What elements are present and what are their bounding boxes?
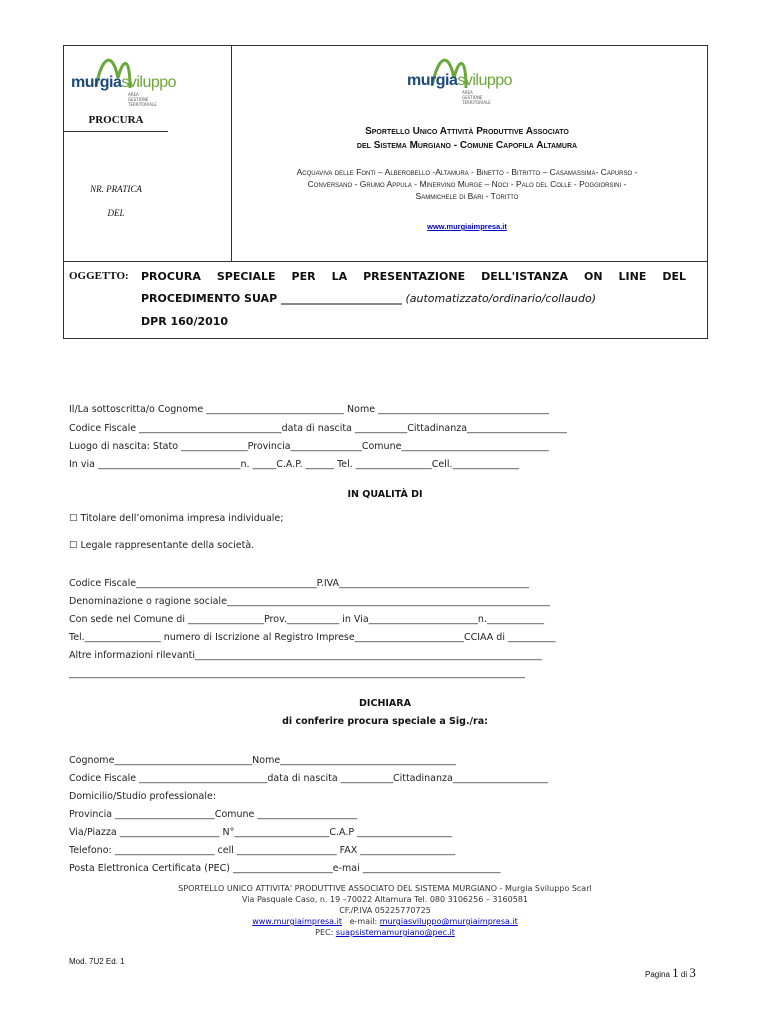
option-legale[interactable]: ☐ Legale rappresentante della società. <box>69 540 255 551</box>
website-link[interactable]: www.murgiaimpresa.it <box>427 222 507 231</box>
logo-small: TERRITORIALE <box>462 100 491 105</box>
header-box <box>63 45 708 339</box>
form-line[interactable]: Codice Fiscale ______________________________data di nascita ___________Cittadinanza_____________________ <box>69 423 567 434</box>
form-line[interactable]: Posta Elettronica Certificata (PEC) _____________________e-mai _____________________________ <box>69 863 501 874</box>
form-line[interactable]: Con sede nel Comune di ________________Prov.___________ in Via_______________________n.____________ <box>69 614 544 625</box>
form-line[interactable]: Telefono: _____________________ cell _____________________ FAX ____________________ <box>69 845 456 856</box>
page-total: 3 <box>689 965 696 980</box>
page-indicator <box>645 965 696 981</box>
title-line-1: Sportello Unico Attività Produttive Associato <box>365 126 569 137</box>
logo-small: GESTIONE <box>128 97 149 102</box>
form-line[interactable]: In via ______________________________n. _____C.A.P. ______ Tel. ________________Cell.______________ <box>69 459 520 470</box>
pec-label: PEC: <box>315 928 336 937</box>
divider <box>64 131 168 132</box>
form-line[interactable]: Codice Fiscale ___________________________data di nascita ___________Cittadinanza____________________ <box>69 773 548 784</box>
qualita-title: IN QUALITÀ DI <box>347 489 423 500</box>
form-line[interactable]: Il/La sottoscritta/o Cognome _____________________________ Nome ____________________________________ <box>69 404 550 415</box>
mod-label: Mod. 7U2 Ed. 1 <box>69 957 125 966</box>
form-line[interactable]: Tel.________________ numero di Iscrizione al Registro Imprese_______________________CCIAA di __________ <box>69 632 556 643</box>
logo-small: TERRITORIALE <box>128 102 157 107</box>
footer-line-3: CF./P.IVA 05225770725 <box>339 906 431 915</box>
logo-small: GESTIONE <box>462 95 483 100</box>
comuni-line: Sammichele di Bari - Toritto <box>415 191 519 201</box>
del-label: DEL <box>107 208 125 218</box>
footer-line-5 <box>0 928 770 937</box>
brand-b: sviluppo <box>121 74 177 91</box>
form-line: Domicilio/Studio professionale: <box>69 791 217 802</box>
dichiara-title: DICHIARA <box>359 698 411 709</box>
footer-line-1: SPORTELLO UNICO ATTIVITA' PRODUTTIVE ASSOCIATO DEL SISTEMA MURGIANO - Murgia Sviluppo Scarl <box>178 884 592 893</box>
footer-line-4 <box>0 917 770 926</box>
logo-left <box>68 48 178 108</box>
oggetto-label: OGGETTO: <box>69 270 129 282</box>
comuni-line: Conversano - Grumo Appula - Minervino Murge – Noci - Palo del Colle - Poggiorsini - <box>307 179 627 189</box>
oggetto-tipo: (automatizzato/ordinario/collaudo) <box>401 292 596 305</box>
footer-site-link[interactable]: www.murgiaimpresa.it <box>252 917 342 926</box>
oggetto-line-2 <box>141 292 686 305</box>
dichiara-subtitle: di conferire procura speciale a Sig./ra: <box>282 716 488 727</box>
form-line[interactable]: Luogo di nascita: Stato ______________Provincia_______________Comune_______________________________ <box>69 441 549 452</box>
oggetto-procedimento: PROCEDIMENTO SUAP ______________________ <box>141 292 402 305</box>
form-line[interactable]: Codice Fiscale______________________________________P.IVA________________________________________ <box>69 578 530 589</box>
pratica-label: NR. PRATICA <box>90 184 142 194</box>
oggetto-line-1: PROCURA SPECIALE PER LA PRESENTAZIONE DELL'ISTANZA ON LINE DEL <box>141 270 686 283</box>
procura-label: PROCURA <box>88 114 144 126</box>
footer-pec-link[interactable]: suapsistemamurgiano@pec.it <box>335 928 455 937</box>
brand-b: sviluppo <box>457 72 513 89</box>
title-line-2: del Sistema Murgiano - Comune Capofila Altamura <box>356 140 578 151</box>
form-line[interactable]: Denominazione o ragione sociale____________________________________________________________________ <box>69 596 550 607</box>
divider <box>64 261 707 262</box>
brand-a: murgia <box>71 74 122 91</box>
option-titolare[interactable]: ☐ Titolare dell’omonima impresa individuale; <box>69 513 284 524</box>
form-line[interactable]: Cognome_____________________________Nome_____________________________________ <box>69 755 456 766</box>
form-line[interactable]: Provincia _____________________Comune _____________________ <box>69 809 358 820</box>
page-of: di <box>678 970 690 979</box>
brand-a: murgia <box>407 72 458 89</box>
email-label: e-mail: <box>341 917 380 926</box>
page-current: 1 <box>672 965 679 980</box>
oggetto-line-3: DPR 160/2010 <box>141 315 229 328</box>
logo-small: AREA <box>462 90 473 95</box>
comuni-line: Acquaviva delle Fonti – Alberobello -Altamura - Binetto - Bitritto – Casamassima- Capurso - <box>296 167 638 177</box>
form-line[interactable]: Altre informazioni rilevanti_________________________________________________________________________ <box>69 650 542 661</box>
page-label: Pagina <box>645 970 673 979</box>
logo-right <box>404 48 514 108</box>
form-line[interactable]: ________________________________________________________________________________________________ <box>69 668 525 679</box>
footer-line-2: Via Pasquale Caso, n. 19 –70022 Altamura Tel. 080 3106256 – 3160581 <box>242 895 528 904</box>
footer-email-link[interactable]: murgiasviluppo@murgiaimpresa.it <box>379 917 518 926</box>
form-line[interactable]: Via/Piazza _____________________ N°____________________C.A.P ____________________ <box>69 827 453 838</box>
logo-small: AREA <box>128 92 139 97</box>
comuni-list <box>232 166 702 202</box>
